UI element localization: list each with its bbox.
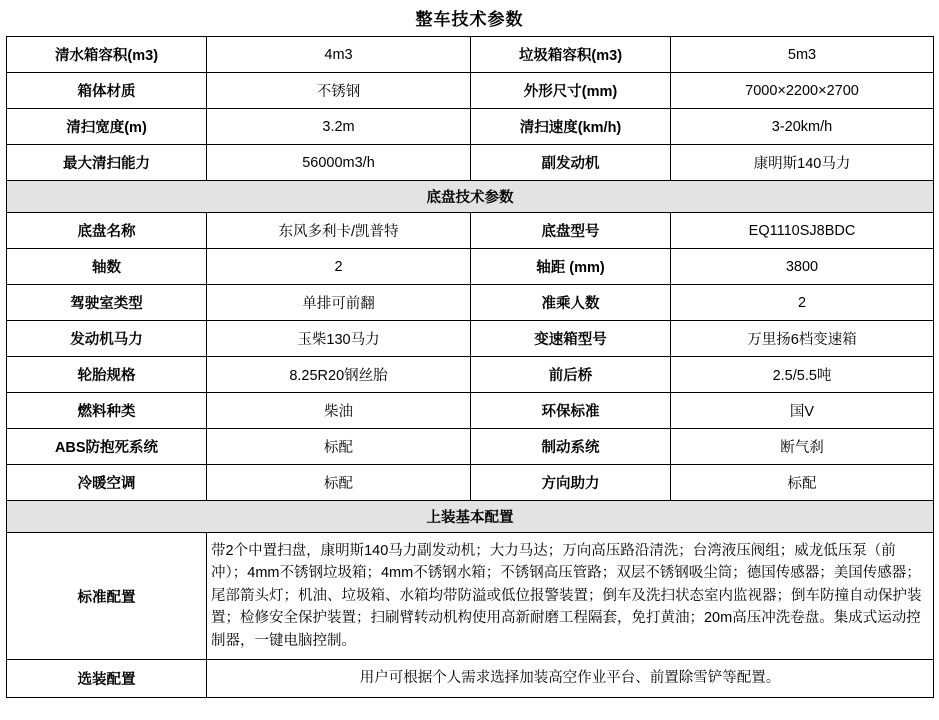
row-label: 轴距 (mm) [471,249,671,285]
row-value: 2 [671,285,934,321]
table-row [7,533,934,660]
row-value: 东风多利卡/凯普特 [207,213,471,249]
row-value: 3800 [671,249,934,285]
table-row [7,285,934,321]
row-label: 清水箱容积(m3) [7,37,207,73]
row-value: 4m3 [207,37,471,73]
row-label: 垃圾箱容积(m3) [471,37,671,73]
row-label: 箱体材质 [7,73,207,109]
row-value: 标配 [671,465,934,501]
row-label: 驾驶室类型 [7,285,207,321]
row-value: 56000m3/h [207,145,471,181]
row-label: 最大清扫能力 [7,145,207,181]
row-value: 柴油 [207,393,471,429]
row-value: 万里扬6档变速箱 [671,321,934,357]
row-label: 底盘型号 [471,213,671,249]
row-value: 玉柴130马力 [207,321,471,357]
table-row [7,321,934,357]
row-label: 副发动机 [471,145,671,181]
row-label: 燃料种类 [7,393,207,429]
table-row [7,660,934,697]
spec-table [6,36,934,698]
table-row [7,393,934,429]
row-value: 不锈钢 [207,73,471,109]
table-row [7,145,934,181]
row-label: 清扫速度(km/h) [471,109,671,145]
table-row [7,465,934,501]
table-row [7,73,934,109]
row-value: 标配 [207,465,471,501]
table-row [7,37,934,73]
row-paragraph: 用户可根据个人需求选择加装高空作业平台、前置除雪铲等配置。 [207,660,934,697]
row-label: 变速箱型号 [471,321,671,357]
row-value: 8.25R20钢丝胎 [207,357,471,393]
row-label: 方向助力 [471,465,671,501]
row-value: 5m3 [671,37,934,73]
row-value: 7000×2200×2700 [671,73,934,109]
row-value: 标配 [207,429,471,465]
row-value: 2.5/5.5吨 [671,357,934,393]
row-label: 轮胎规格 [7,357,207,393]
table-row [7,429,934,465]
row-label: 前后桥 [471,357,671,393]
row-value: EQ1110SJ8BDC [671,213,934,249]
row-label: 发动机马力 [7,321,207,357]
table-row [7,357,934,393]
row-value: 3-20km/h [671,109,934,145]
section-header-chassis [7,181,934,213]
row-value: 单排可前翻 [207,285,471,321]
page-title: 整车技术参数 [415,10,524,29]
row-paragraph: 带2个中置扫盘，康明斯140马力副发动机；大力马达；万向高压路沿清洗；台湾液压阀组；威龙低压泵（前冲）；4mm不锈钢垃圾箱；4mm不锈钢水箱；不锈钢高压管路；双层不锈钢吸尘筒；德国传感器；美国传感器；尾部箭头灯；机油、垃圾箱、水箱均带防溢或低位报警装置；倒车及洗扫状态室内监视器；倒车防撞自动保护装置；检修安全保护装置；扫刷臂转动机构使用高新耐磨工程隔套，免打黄油；20m高压冲洗卷盘。集成式运动控制器，一键电脑控制。 [207,533,934,660]
row-label: 外形尺寸(mm) [471,73,671,109]
row-value: 断气刹 [671,429,934,465]
row-label: 环保标准 [471,393,671,429]
row-label: 清扫宽度(m) [7,109,207,145]
row-value: 2 [207,249,471,285]
table-row [7,109,934,145]
row-label: 制动系统 [471,429,671,465]
table-row [7,249,934,285]
table-row [7,213,934,249]
row-label: ABS防抱死系统 [7,429,207,465]
section-header-body [7,501,934,533]
row-label: 底盘名称 [7,213,207,249]
row-label: 轴数 [7,249,207,285]
row-label: 选装配置 [7,660,207,697]
section-header-label: 上装基本配置 [7,501,934,533]
row-value: 康明斯140马力 [671,145,934,181]
row-value: 3.2m [207,109,471,145]
row-label: 标准配置 [7,533,207,660]
row-label: 冷暖空调 [7,465,207,501]
row-value: 国V [671,393,934,429]
section-header-label: 底盘技术参数 [7,181,934,213]
row-label: 准乘人数 [471,285,671,321]
